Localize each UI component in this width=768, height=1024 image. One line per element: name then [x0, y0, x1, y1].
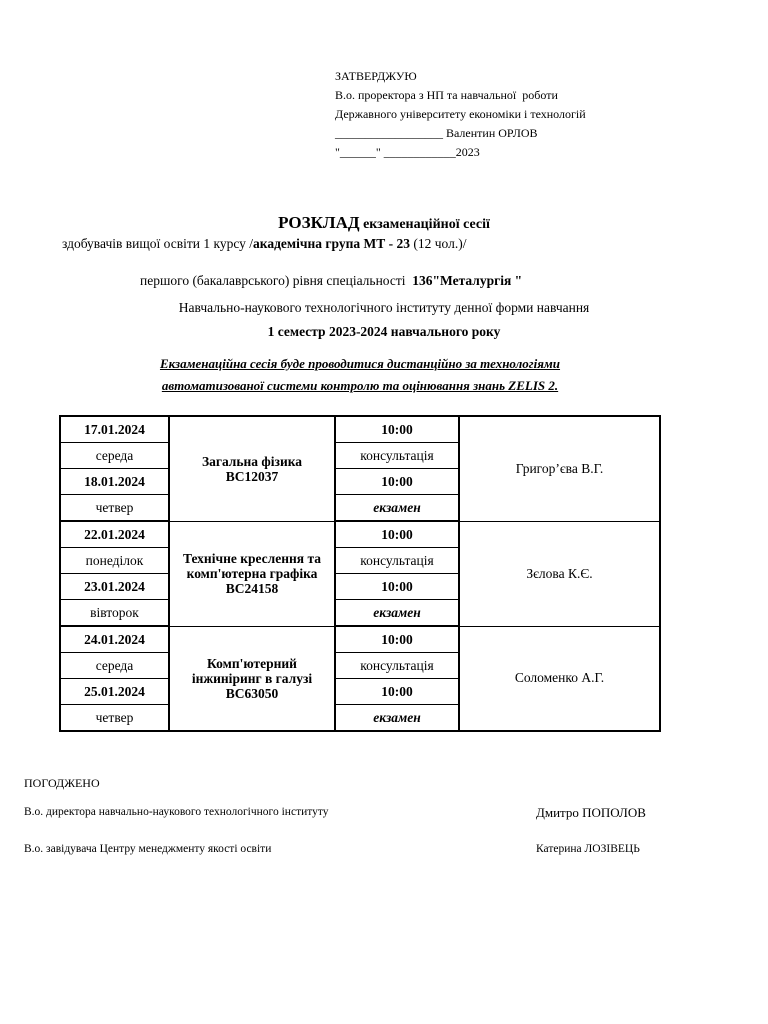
subject-line-2: ВС12037: [225, 468, 279, 484]
exam-day: четвер: [60, 705, 169, 732]
note-line-1: Екзаменаційна сесія буде проводитися дистанційно за технологіями: [159, 356, 561, 371]
approval-position: В.о. проректора з НП та навчальної роботи: [335, 88, 558, 102]
director-name: Дмитро ПОПОЛОВ: [536, 805, 646, 820]
note-line-2: автоматизованої системи контролю та оцінювання знань ZELIS 2.: [161, 378, 559, 393]
group-line-prefix: здобувачів вищої освіти 1 курсу /: [62, 236, 254, 251]
institute-line: Навчально-наукового технологічного інституту денної форми навчання: [178, 300, 590, 315]
specialty-name: 136"Металургія ": [412, 273, 523, 288]
subject-line-3: ВС24158: [225, 581, 279, 596]
approval-university: Державного університету економіки і технологій: [335, 107, 586, 121]
approval-block: [335, 67, 586, 162]
consult-label: консультація: [335, 653, 459, 679]
approval-date: "______" ____________2023: [335, 145, 480, 159]
subject-line-2: комп'ютерна графіка: [186, 566, 318, 581]
subject-cell: [169, 626, 335, 731]
consult-date: 17.01.2024: [60, 416, 169, 443]
title-rest: екзаменаційної сесії: [359, 217, 490, 232]
consult-day: середа: [60, 443, 169, 469]
subject-cell: [169, 416, 335, 521]
exam-date: 18.01.2024: [60, 469, 169, 495]
title-main: РОЗКЛАД: [278, 213, 360, 232]
teacher-name: Соломенко А.Г.: [459, 626, 660, 731]
exam-schedule-table: [59, 415, 661, 732]
exam-label: екзамен: [335, 600, 459, 627]
subject-line-2: інжиніринг в галузі: [191, 670, 313, 686]
consult-day: середа: [60, 653, 169, 679]
exam-label: екзамен: [335, 495, 459, 522]
approval-heading: ЗАТВЕРДЖУЮ: [335, 69, 417, 83]
table-row: [60, 626, 660, 653]
consult-date: 22.01.2024: [60, 521, 169, 548]
specialty-prefix: першого (бакалаврського) рівня спеціальності: [140, 273, 413, 288]
consult-label: консультація: [335, 548, 459, 574]
teacher-name: Григор’єва В.Г.: [459, 416, 660, 521]
quality-name: Катерина ЛОЗІВЕЦЬ: [536, 843, 640, 855]
exam-label: екзамен: [335, 705, 459, 732]
table-row: [60, 521, 660, 548]
consult-date: 24.01.2024: [60, 626, 169, 653]
exam-date: 23.01.2024: [60, 574, 169, 600]
subject-line-1: Загальна фізика: [201, 453, 303, 469]
specialty-line: [140, 273, 522, 289]
exam-date: 25.01.2024: [60, 679, 169, 705]
subject-line-1: Комп'ютерний: [207, 655, 297, 671]
exam-day: четвер: [60, 495, 169, 522]
director-role: В.о. директора навчально-наукового технологічного інституту: [24, 806, 329, 818]
agreed-heading: ПОГОДЖЕНО: [24, 776, 100, 790]
consult-time: 10:00: [335, 521, 459, 548]
group-name: академічна група МТ - 23: [253, 236, 410, 251]
group-count: (12 чол.)/: [409, 236, 467, 251]
teacher-name: Зєлова К.Є.: [459, 521, 660, 626]
document-title: [0, 213, 768, 233]
exam-day: вівторок: [60, 600, 169, 627]
exam-time: 10:00: [335, 679, 459, 705]
exam-time: 10:00: [335, 469, 459, 495]
consult-time: 10:00: [335, 416, 459, 443]
group-line: [62, 236, 466, 252]
consult-day: понеділок: [60, 548, 169, 574]
consult-label: консультація: [335, 443, 459, 469]
table-row: [60, 416, 660, 443]
exam-time: 10:00: [335, 574, 459, 600]
quality-role: В.о. завідувача Центру менеджменту якості освіти: [24, 843, 272, 855]
subject-line-3: ВС63050: [225, 685, 279, 701]
subject-line-1: Технічне креслення та: [182, 551, 322, 566]
subject-cell: [169, 521, 335, 626]
semester-line: 1 семестр 2023-2024 навчального року: [267, 324, 501, 339]
approval-signature: __________________ Валентин ОРЛОВ: [335, 126, 538, 140]
consult-time: 10:00: [335, 626, 459, 653]
